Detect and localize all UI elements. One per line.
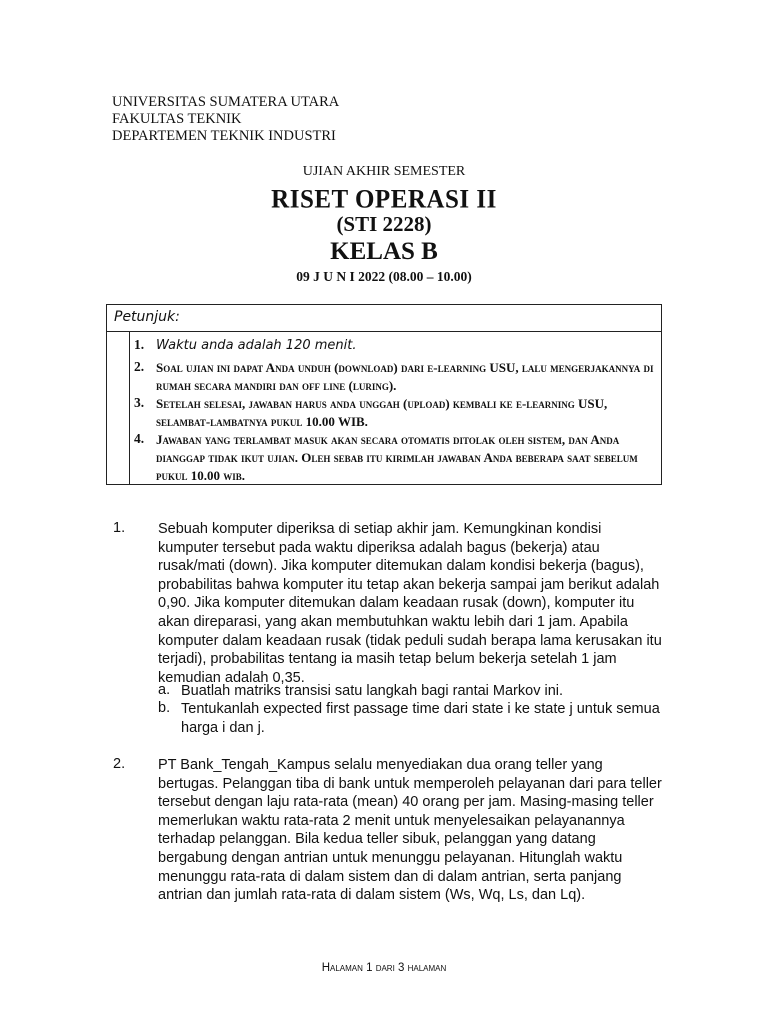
university-name: UNIVERSITAS SUMATERA UTARA: [112, 94, 340, 110]
instruction-text: Waktu anda adalah 120 menit.: [156, 338, 357, 353]
faculty-name: FAKULTAS TEKNIK: [112, 111, 242, 127]
instructions-title: Petunjuk:: [114, 309, 180, 325]
subquestion-text: Buatlah matriks transisi satu langkah bagi rantai Markov ini.: [181, 683, 564, 699]
instruction-number: 1.: [134, 337, 145, 352]
instructions-list: [129, 332, 661, 484]
course-title: RISET OPERASI II: [271, 185, 497, 214]
subquestion-label: b.: [158, 700, 171, 716]
question-text: Sebuah komputer diperiksa di setiap akhir jam. Kemungkinan kondisi kumputer tersebut pada waktu diperiksa adalah bagus (bekerja) atau rusak/mati (down). Jika komputer ditemukan dalam kondisi bekerja (bagus), probabilitas bahwa komputer itu tetap akan bekerja sampai jam berikut adalah 0,90. Jika komputer ditemukan dalam keadaan rusak (down), komputer itu akan direparasi, yang akan membutuhkan waktu lebih dari 1 jam. Apabila komputer dalam keadaan rusak (tidak peduli sudah berapa lama kerusakan itu terjadi), probabilitas tentang ia masih tetap belum bekerja setelah 1 jam kemudian adalah 0,35.: [158, 521, 662, 686]
course-code: (STI 2228): [336, 212, 432, 236]
question-number: 1.: [113, 520, 126, 536]
instructions-box: [106, 304, 662, 485]
instruction-text: Jawaban yang terlambat masuk akan secara otomatis ditolak oleh sistem, dan Anda dianggap tidak ikut ujian. Oleh sebab itu kirimlah jawaban Anda beberapa saat sebelum pukul 10.00 wib.: [156, 432, 638, 483]
instruction-text: Setelah selesai, jawaban harus anda unggah (upload) kembali ke e-learning USU, selambat-lambatnya pukul 10.00 WIB.: [156, 396, 608, 429]
instructions-header: [107, 305, 661, 332]
question-text: PT Bank_Tengah_Kampus selalu menyediakan dua orang teller yang bertugas. Pelanggan tiba di bank untuk memperoleh pelayanan dari para teller tersebut dengan laju rata-rata (mean) 40 orang per jam. Masing-masing teller memerlukan waktu rata-rata 2 menit untuk menyelesaikan pelayanannya terhadap pelanggan. Bila kedua teller sibuk, pelanggan yang datang bergabung dengan antrian untuk menunggu pelayanan. Hitunglah waktu menunggu rata-rata di dalam sistem dan di dalam antrian, serta panjang antrian dan jumlah rata-rata di dalam sistem (Ws, Wq, Ls, dan Lq).: [158, 757, 662, 904]
department-name: DEPARTEMEN TEKNIK INDUSTRI: [112, 128, 336, 144]
class-name: KELAS B: [330, 238, 438, 265]
exam-type: UJIAN AKHIR SEMESTER: [302, 164, 466, 179]
question-number: 2.: [113, 756, 126, 772]
instruction-text: Soal ujian ini dapat Anda unduh (download) dari e-learning USU, lalu mengerjakannya di rumah secara mandiri dan off line (luring).: [156, 360, 654, 393]
instruction-number: 2.: [134, 359, 145, 374]
instruction-number: 4.: [134, 431, 145, 446]
exam-date: 09 J U N I 2022 (08.00 – 10.00): [296, 269, 472, 284]
subquestion-text: Tentukanlah expected first passage time dari state i ke state j untuk semua harga i dan j.: [181, 701, 660, 736]
instruction-number: 3.: [134, 395, 145, 410]
page-footer: Halaman 1 dari 3 halaman: [321, 962, 447, 974]
subquestion-label: a.: [158, 682, 171, 698]
